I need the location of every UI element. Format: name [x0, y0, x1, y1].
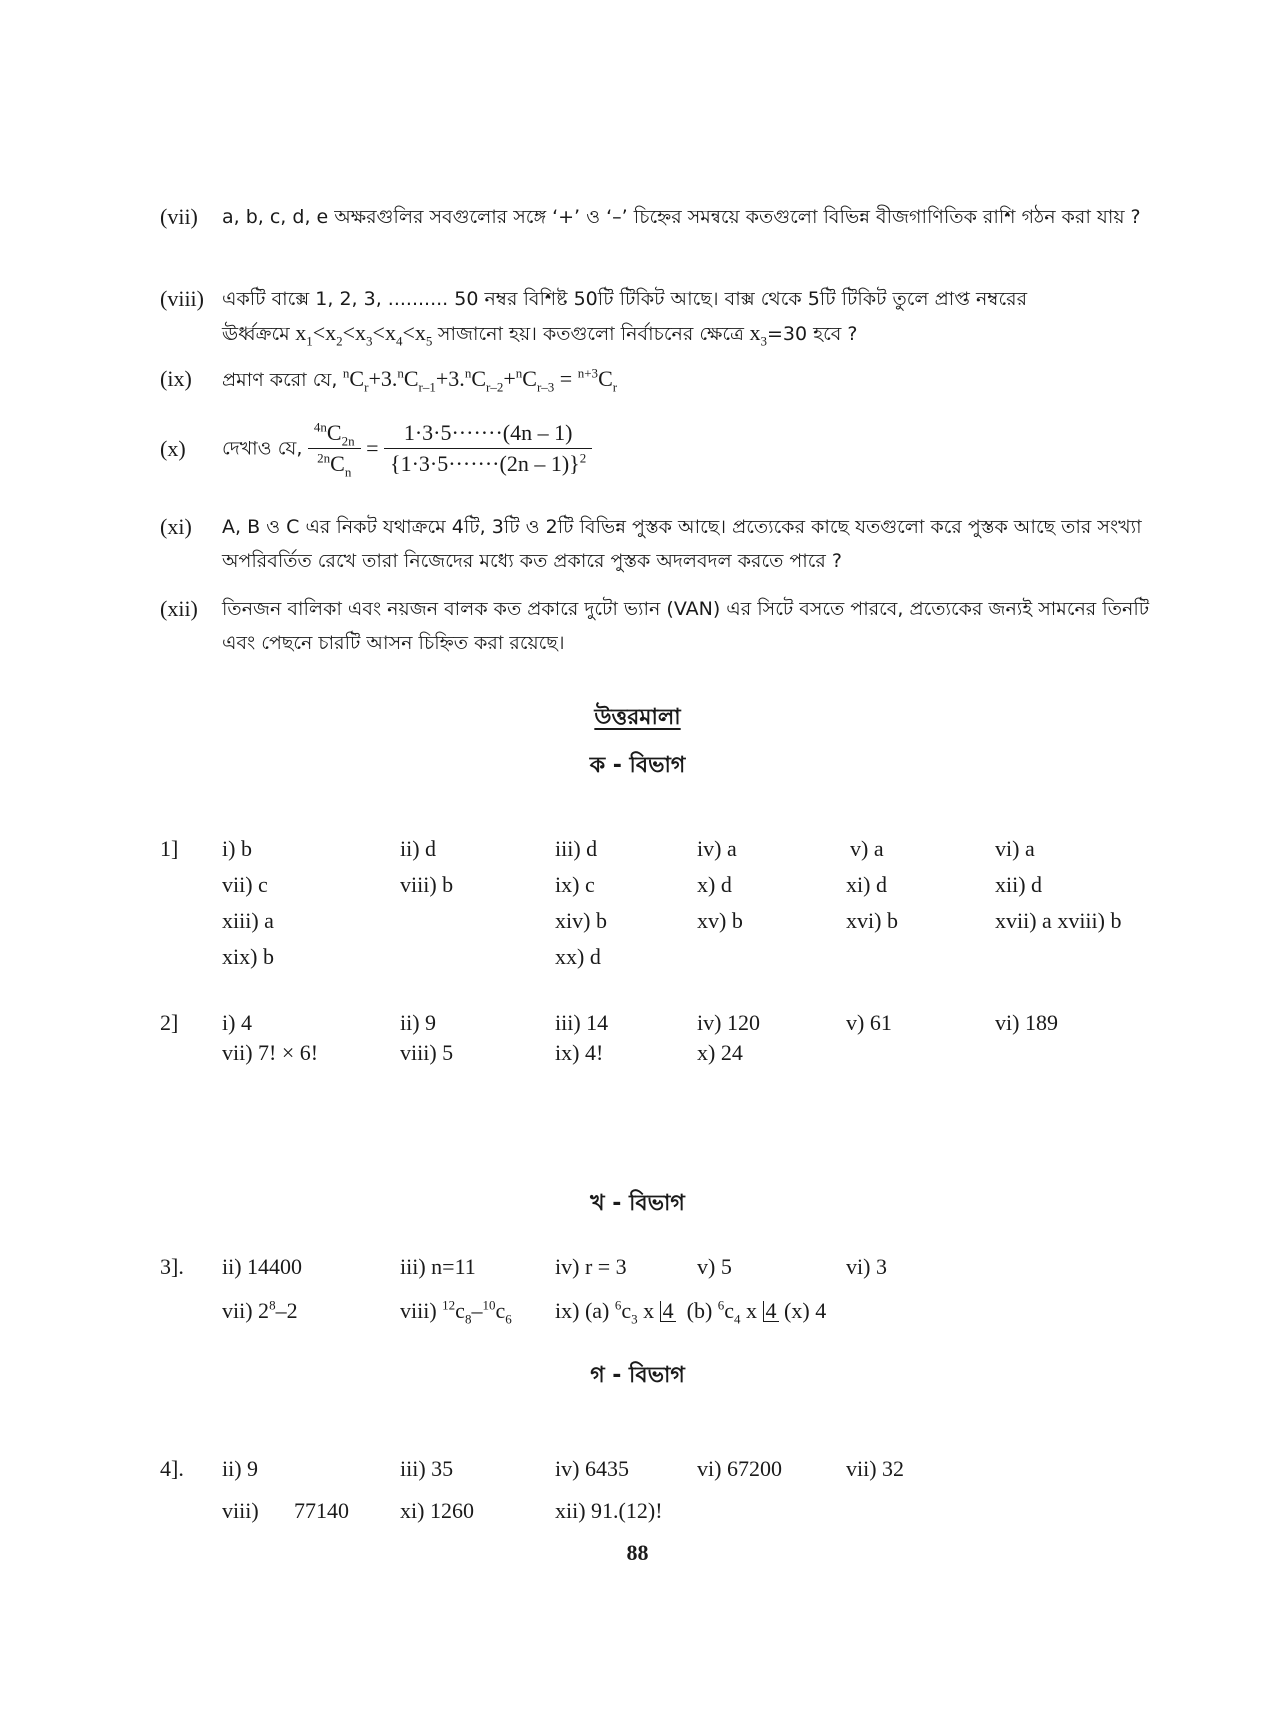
answer-item: vi) 67200 [697, 1456, 782, 1481]
answer-item: xiv) b [555, 908, 607, 933]
answer-item: i) 4 [222, 1010, 252, 1035]
question-number: (ix) [160, 366, 192, 391]
answer-item: viii) [222, 1498, 259, 1523]
answer-item: xii) 91.(12)! [555, 1498, 663, 1523]
fraction-denominator: $\{1\cdot 3\cdot 5\cdot\cdot\cdot\cdot\cdot\cdot\cdot(2n - 1)\}^2$ [390, 450, 587, 476]
answer-item: xvi) b [846, 908, 898, 933]
answer-item: xv) b [697, 908, 743, 933]
answer-item: ix) 4! [555, 1040, 604, 1065]
question-body: দেখাও যে, $\frac{^{4n}C_{2n}}{^{2n}C_n}$ = $\frac{1\cdot 3\cdot 5\cdot\cdot\cdot\cdot\cdot\cdot\cdot(4n - 1)}{\{1\cdot 3\cdot 5\cdot\cdot\cdot\cdot\cdot\cdot\cdot(2n - 1)\}^2}$ [222, 420, 1162, 477]
question-number: (viii) [160, 286, 204, 311]
fraction-lhs: $\frac{^{4n}C_{2n}}{^{2n}C_n}$ [308, 420, 361, 477]
question-text-line2: ঊর্ধ্বক্রমে $x_1<x_2<x_3<x_4<x_5$ সাজানো হয়। কতগুলো নির্বাচনের ক্ষেত্রে $x_3=30$ হবে ? [222, 320, 858, 349]
answer-item: iii) d [555, 836, 598, 861]
answer-item: v) 5 [697, 1254, 732, 1279]
fraction-rhs [384, 420, 592, 477]
answer-item: vi) a [995, 836, 1035, 861]
answer-item-ix-x: ix) (a) $^6c_3$ x 4 (b) $^6c_4$ x 4 (x) 4 [555, 1297, 827, 1327]
question-text: A, B ও C এর নিকট যথাক্রমে 4টি, 3টি ও 2টি বিভিন্ন পুস্তক আছে। প্রত্যেকের কাছে যতগুলো করে পুস্তক আছে তার সংখ্যা অপরিবর্তিত রেখে তারা নিজেদের মধ্যে কত প্রকারে পুস্তক অদলবদল করতে পারে ? [222, 516, 1142, 572]
answer-item: xiii) a [222, 908, 274, 933]
answer-item: xi) 1260 [400, 1498, 474, 1523]
answer-label: 4]. [160, 1456, 184, 1481]
combination-identity: $^nC_r+3.^nC_{r-1}+3.^nC_{r-2}+^nC_{r-3} = ^{n+3}C_r$ [342, 365, 618, 395]
question-text: প্রমাণ করো যে, [222, 369, 338, 391]
answer-item: ii) d [400, 836, 437, 861]
answer-item: ii) 14400 [222, 1254, 303, 1279]
answer-item: viii) 5 [400, 1040, 454, 1065]
answer-item: ii) 9 [222, 1456, 259, 1481]
answer-item: x) 24 [697, 1040, 743, 1065]
answers-heading: উত্তরমালা [594, 705, 681, 730]
answer-label: 3]. [160, 1254, 184, 1279]
answer-item: vi) 189 [995, 1010, 1058, 1035]
question-text: তিনজন বালিকা এবং নয়জন বালক কত প্রকারে দুটো ভ্যান (VAN) এর সিটে বসতে পারবে, প্রত্যেকের জন্যই সামনের তিনটি এবং পেছনে চারটি আসন চিহ্নিত করা রয়েছে। [222, 598, 1150, 654]
answer-item: xii) d [995, 872, 1043, 897]
answer-item: x) d [697, 872, 732, 897]
section-kha-heading: খ - বিভাগ [590, 1191, 685, 1216]
section-ka-heading: ক - বিভাগ [589, 753, 686, 778]
section-ga-heading: গ - বিভাগ [590, 1363, 685, 1388]
answer-item: iv) r = 3 [555, 1254, 627, 1279]
answer-item: v) 61 [846, 1010, 892, 1035]
question-text: a, b, c, d, e অক্ষরগুলির সবগুলোর সঙ্গে ‘+’ ও ‘–’ চিহ্নের সমন্বয়ে কতগুলো বিভিন্ন বীজগাণিতিক রাশি গঠন করা যায় ? [222, 206, 1141, 228]
inequality-chain: $x_1<x_2<x_3<x_4<x_5$ [295, 320, 433, 349]
page-number: 88 [626, 1540, 649, 1565]
answer-item: ii) 9 [400, 1010, 437, 1035]
answer-item-vii: vii) $2^8-2$ [222, 1297, 298, 1323]
answer-label: 2] [160, 1010, 179, 1035]
answer-item-viii: viii) $^{12}c_8-^{10}c_6$ [400, 1297, 512, 1327]
question-number: (xi) [160, 514, 192, 539]
answer-item: viii) b [400, 872, 454, 897]
answer-item: vi) 3 [846, 1254, 887, 1279]
answer-item: iv) a [697, 836, 737, 861]
answer-item: xx) d [555, 944, 601, 969]
answer-item: v) a [850, 836, 884, 861]
question-body [222, 362, 1162, 397]
answer-item: iv) 6435 [555, 1456, 629, 1481]
question-number: (x) [160, 436, 186, 461]
answer-item: xix) b [222, 944, 274, 969]
answer-item: iii) n=11 [400, 1254, 476, 1279]
question-text: একটি বাক্সে 1, 2, 3, .......... 50 নম্বর বিশিষ্ট 50টি টিকিট আছে। বাক্স থেকে 5টি টিকিট তুলে প্রাপ্ত নম্বরের [222, 288, 1028, 310]
fraction-numerator: 1·3·5·······(4n – 1) [384, 420, 592, 449]
answer-item: vii) c [222, 872, 268, 897]
question-number: (xii) [160, 596, 198, 621]
question-text: দেখাও যে, [222, 437, 303, 460]
answer-item: xi) d [846, 872, 887, 897]
answer-item: vii) 7! × 6! [222, 1040, 319, 1065]
answer-item: ix) c [555, 872, 595, 897]
answer-item: iii) 14 [555, 1010, 609, 1035]
question-body [222, 282, 1162, 351]
answer-label: 1] [160, 836, 179, 861]
answer-item: 77140 [294, 1498, 349, 1523]
question-number: (vii) [160, 204, 198, 229]
question-x [160, 420, 1160, 500]
answer-item: iii) 35 [400, 1456, 454, 1481]
answer-item: i) b [222, 836, 252, 861]
answer-item: xvii) a xviii) b [995, 908, 1122, 933]
answer-item: iv) 120 [697, 1010, 760, 1035]
answer-item: vii) 32 [846, 1456, 905, 1481]
